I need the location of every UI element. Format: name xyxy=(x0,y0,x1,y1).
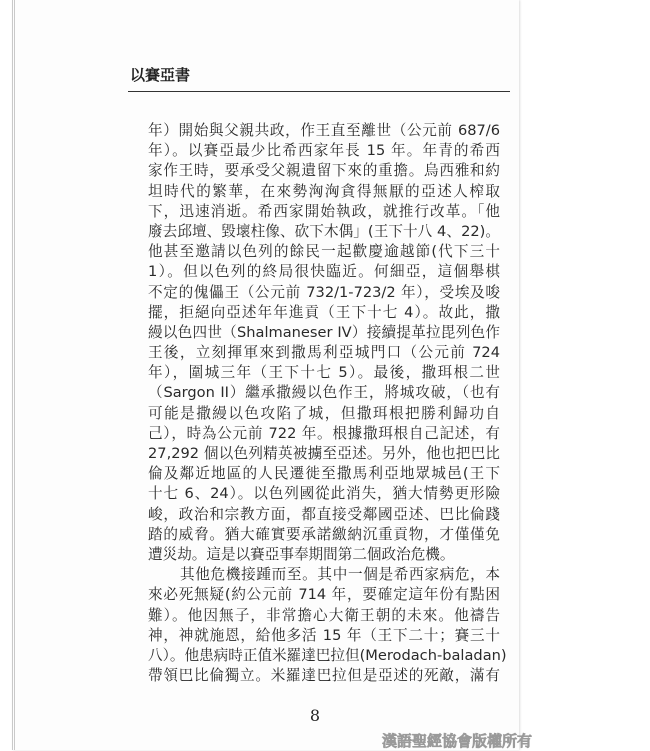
text-line: 下，迅速消逝。希西家開始執政，就推行改革。「他 xyxy=(148,202,500,220)
running-head: 以賽亞書 xyxy=(130,66,191,84)
text-line: （Sargon II）繼承撒縵以色作王，將城攻破，（也有 xyxy=(148,384,500,402)
text-line: 峻，政治和宗教方面，都直接受鄰國亞述、巴比倫踐 xyxy=(148,505,500,523)
text-line: 年）。以賽亞最少比希西家年長 15 年。年青的希西 xyxy=(148,142,500,160)
text-line: 難）。他因無子，非常擔心大衛王朝的未來。他禱告 xyxy=(148,606,500,624)
text-line: 踏的威脅。猶大確實要承諾繳納沉重貢物，才僅僅免 xyxy=(148,525,500,543)
text-line: 倫及鄰近地區的人民遷徙至撒馬利亞地眾城邑(王下 xyxy=(148,465,500,483)
header-rule xyxy=(128,91,510,92)
copyright-watermark: 漢語聖經協會版權所有 xyxy=(382,732,533,750)
text-line: 他甚至邀請以色列的餘民一起歡慶逾越節(代下三十 xyxy=(148,243,500,261)
text-line: 27,292 個以色列精英被擄至亞述。另外，他也把巴比 xyxy=(148,445,500,462)
text-line: 縵以色四世（Shalmaneser IV）接續提革拉毘列色作 xyxy=(148,323,500,341)
text-line: 家作王時，要承受父親遺留下來的重擔。烏西雅和約 xyxy=(148,162,500,180)
body-text xyxy=(148,121,507,686)
text-line: 遭災劫。這是以賽亞事奉期間第二個政治危機。 xyxy=(148,545,455,563)
page-number: 8 xyxy=(309,706,321,725)
text-line: 可能是撒縵以色攻陷了城，但撒珥根把勝利歸功自 xyxy=(148,404,500,422)
text-line: 十七 6、24）。以色列國從此消失，猶大情勢更形險 xyxy=(148,485,500,503)
text-line: 帶領巴比倫獨立。米羅達巴拉但是亞述的死敵，滿有 xyxy=(148,667,500,685)
text-line: 不定的傀儡王（公元前 732/1-723/2 年），受埃及唆 xyxy=(148,283,500,301)
text-line: 神，神就施恩，給他多活 15 年（王下二十；賽三十 xyxy=(148,626,500,644)
text-line: 王後，立刻揮軍來到撒馬利亞城門口（公元前 724 xyxy=(148,344,500,362)
text-line: 其他危機接踵而至。其中一個是希西家病危，本 xyxy=(180,566,500,584)
text-line: 來必死無疑(約公元前 714 年，要確定這年份有點困 xyxy=(148,586,500,604)
text-line: 年）開始與父親共政，作王直至離世（公元前 687/6 xyxy=(148,122,500,139)
text-line: 己），時為公元前 722 年。根據撒珥根自己記述，有 xyxy=(148,424,500,442)
text-line: 1）。但以色列的終局很快臨近。何細亞，這個舉棋 xyxy=(148,263,500,281)
text-line: 廢去邱壇、毀壞柱像、砍下木偶」(王下十八 4、22)。 xyxy=(148,222,500,240)
text-line: 年），圍城三年（王下十七 5）。最後，撒珥根二世 xyxy=(148,364,500,382)
text-line: 八）。他患病時正值米羅達巴拉但(Merodach-baladan) xyxy=(148,646,507,664)
text-line: 擺，拒絕向亞述年年進貢（王下十七 4）。故此，撒 xyxy=(148,303,500,321)
text-line: 坦時代的繁華，在來勢洶洶貪得無厭的亞述人榨取 xyxy=(148,182,500,200)
